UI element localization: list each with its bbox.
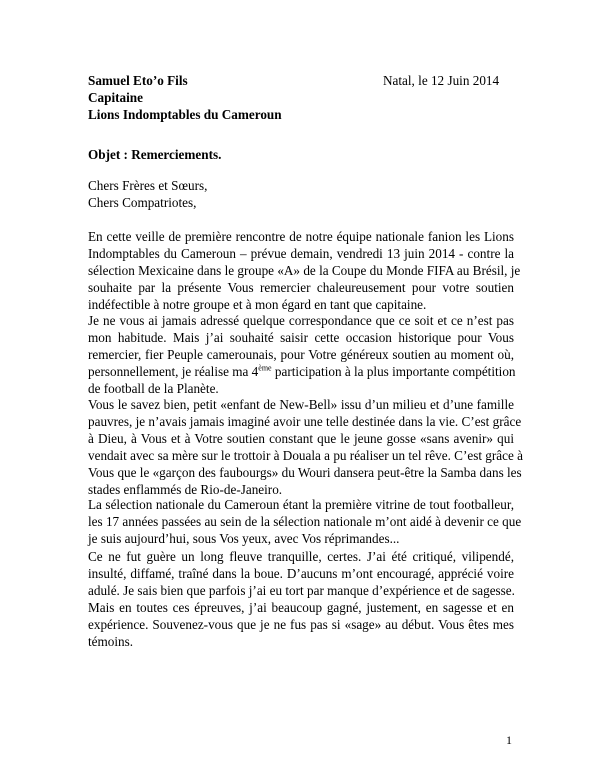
paragraph-4	[88, 496, 522, 547]
text-line: Mais en toutes ces épreuves, j’ai beaucoup gagné, justement, en sagesse et en	[88, 600, 514, 615]
text-line: Indomptables du Cameroun – prévue demain, vendredi 13 juin 2014 - contre la	[88, 246, 514, 261]
letter-object: Objet : Remerciements.	[88, 147, 222, 162]
text-line: les 17 années passées au sein de la sélection nationale m’ont aidé à devenir ce que	[88, 514, 522, 529]
text-line: adulé. Je sais bien que parfois j’ai eu tort par manque d’expérience et de sagesse.	[88, 583, 515, 598]
text-line: pauvres, je n’avais jamais imaginé avoir une telle destinée dans la vie. C’est grâce	[88, 414, 522, 429]
salutation	[88, 177, 207, 211]
text-line: témoins.	[88, 634, 134, 649]
superscript: ème	[258, 363, 272, 373]
text-line: vendait avec sa mère sur le trottoir à Douala a pu réaliser un tel rêve. C’est grâce à	[88, 448, 523, 463]
paragraph-1	[88, 228, 521, 313]
text-line: à Dieu, à Vous et à Votre soutien constant que le jeune gosse «sans avenir» qui	[88, 431, 514, 446]
text-line: Ce ne fut guère un long fleuve tranquille, certes. J’ai été critiqué, vilipendé,	[88, 549, 514, 564]
text-fragment: participation à la plus importante compétition	[271, 364, 516, 379]
text-line: de football de la Planète.	[88, 381, 219, 396]
salutation-line: Chers Frères et Sœurs,	[88, 178, 208, 193]
text-line: La sélection nationale du Cameroun étant la première vitrine de tout footballeur,	[88, 497, 514, 512]
place-date: Natal, le 12 Juin 2014	[383, 73, 500, 88]
text-line: Vous le savez bien, petit «enfant de New-Bell» issu d’un milieu et d’une famille	[88, 397, 514, 412]
text-line: remercier, fier Peuple camerounais, pour Votre généreux soutien au moment où,	[88, 347, 514, 362]
paragraph-3	[88, 396, 523, 498]
text-line: sélection Mexicaine dans le groupe «A» de la Coupe du Monde FIFA au Brésil, je	[88, 263, 521, 278]
sender-name: Samuel Eto’o Fils	[88, 73, 188, 88]
paragraph-5	[88, 548, 514, 650]
text-line: souhaite par la présente Vous remercier chaleureusement pour votre soutien	[88, 280, 514, 295]
sender-team: Lions Indomptables du Cameroun	[88, 107, 282, 122]
text-line: expérience. Souvenez-vous que je ne fus pas si «sage» au début. Vous êtes mes	[88, 617, 514, 632]
salutation-line: Chers Compatriotes,	[88, 195, 197, 210]
text-fragment: personnellement, je réalise ma 4	[88, 364, 259, 379]
text-line: indéfectible à notre groupe et à mon égard en tant que capitaine.	[88, 297, 427, 312]
page-number: 1	[506, 733, 512, 747]
text-line: stades enflammés de Rio-de-Janeiro.	[88, 482, 283, 497]
text-line: Je ne vous ai jamais adressé quelque correspondance que ce soit et ce n’est pas	[88, 313, 514, 328]
text-line: mon habitude. Mais j’ai souhaité saisir cette occasion historique pour Vous	[88, 330, 514, 345]
sender-role: Capitaine	[88, 90, 143, 105]
paragraph-2	[88, 312, 514, 397]
text-line: insulté, diffamé, traîné dans la boue. D’aucuns m’ont encouragé, apprécié voire	[88, 566, 514, 581]
text-line: En cette veille de première rencontre de notre équipe nationale fanion les Lions	[88, 229, 514, 244]
text-line: Vous que le «garçon des faubourgs» du Wouri dansera peut-être la Samba dans les	[88, 465, 522, 480]
text-line-with-superscript	[88, 363, 514, 380]
text-line: je suis aujourd’hui, sous Vos yeux, avec Vos réprimandes...	[88, 531, 400, 546]
